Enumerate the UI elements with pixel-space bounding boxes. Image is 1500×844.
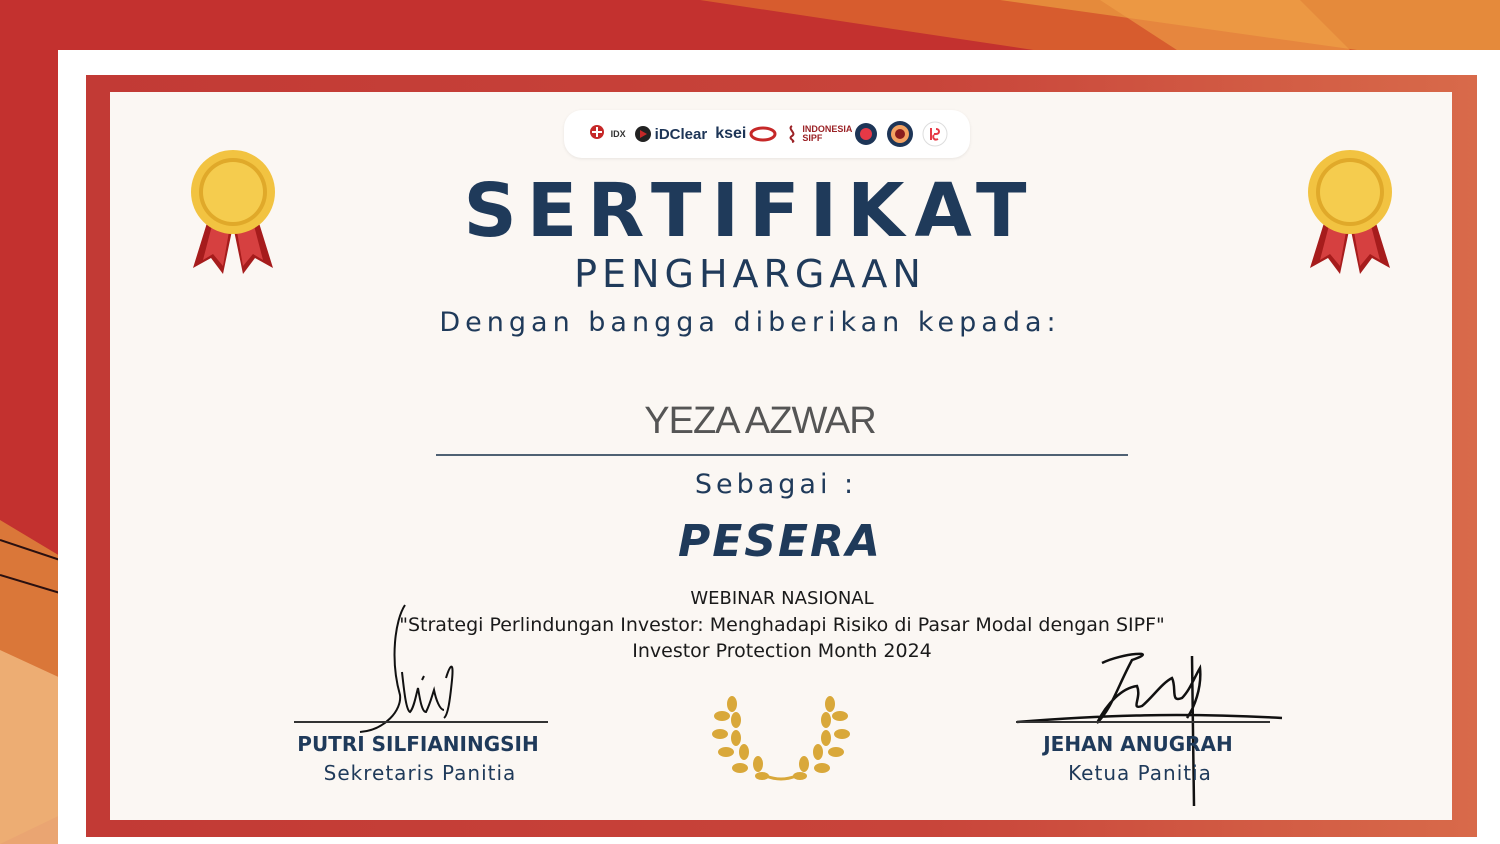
right-signature-line bbox=[1016, 721, 1270, 723]
given-to-label: Dengan bangga diberikan kepada: bbox=[439, 307, 1061, 338]
idclear-logo-icon bbox=[634, 125, 652, 143]
event-title: "Strategi Perlindungan Investor: Menghadapi Risiko di Pasar Modal dengan SIPF" bbox=[399, 614, 1165, 636]
sipf-logo-icon bbox=[785, 125, 799, 143]
ksei-logo-label: ksei bbox=[715, 125, 747, 142]
idclear-logo bbox=[634, 125, 708, 143]
left-signatory-name: PUTRI SILFIANINGSIH bbox=[297, 732, 539, 756]
left-signature-line bbox=[294, 721, 548, 723]
left-signatory-role: Sekretaris Panitia bbox=[323, 761, 517, 785]
recipient-name: YEZA AZWAR bbox=[644, 400, 876, 442]
sponsor-logos-bar bbox=[564, 110, 970, 158]
ipm-logo bbox=[922, 121, 948, 147]
participant-role: PESERA bbox=[678, 516, 882, 567]
university-seal bbox=[854, 122, 878, 146]
right-signatory-name: JEHAN ANUGRAH bbox=[1043, 732, 1233, 756]
idx-logo bbox=[586, 123, 626, 145]
certificate-title: SERTIFIKAT bbox=[463, 168, 1037, 254]
ipm-logo-icon bbox=[922, 121, 948, 147]
university-seal-icon bbox=[854, 122, 878, 146]
ksei-logo-icon bbox=[749, 126, 777, 142]
idclear-logo-label: iDClear bbox=[654, 125, 708, 143]
certificate-subtitle: PENGHARGAAN bbox=[574, 252, 926, 296]
sipf-logo-label: INDONESIA SIPF bbox=[802, 124, 853, 143]
ksei-logo bbox=[715, 125, 777, 143]
organization-seal-icon bbox=[886, 120, 914, 148]
role-label: Sebagai : bbox=[694, 469, 858, 500]
sipf-logo bbox=[785, 124, 853, 143]
event-type: WEBINAR NASIONAL bbox=[690, 588, 874, 609]
organization-seal bbox=[886, 120, 914, 148]
idx-logo-icon bbox=[586, 123, 608, 145]
laurel-wreath-icon bbox=[706, 690, 856, 785]
left-signature-icon bbox=[340, 600, 470, 740]
idx-logo-label: IDX bbox=[610, 129, 626, 139]
recipient-underline bbox=[436, 454, 1128, 456]
event-series: Investor Protection Month 2024 bbox=[632, 640, 932, 662]
right-signatory-role: Ketua Panitia bbox=[1068, 761, 1212, 785]
